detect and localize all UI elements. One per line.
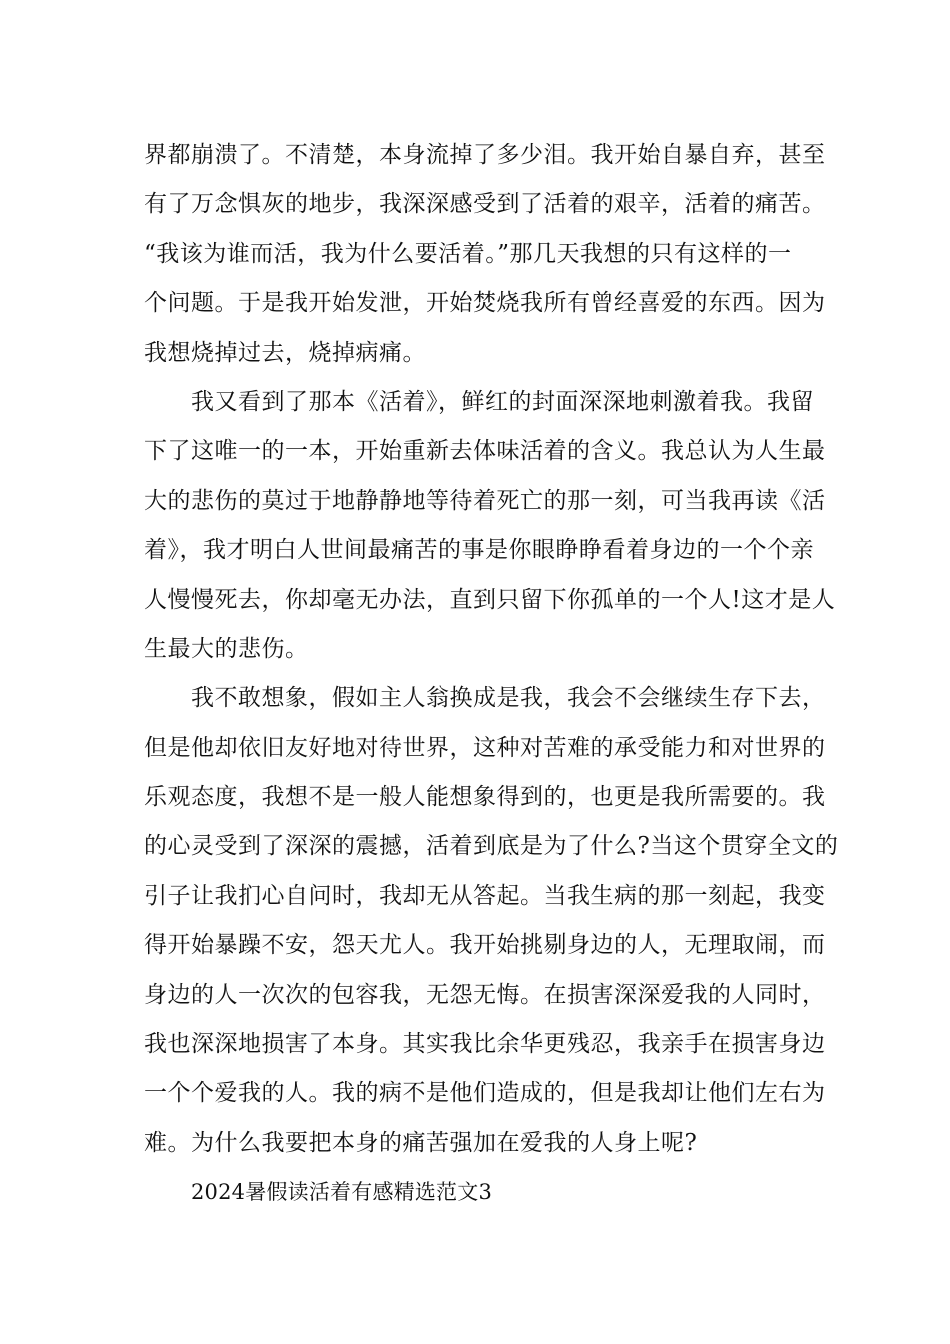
text-line: 引子让我扪心自问时，我却无从答起。当我生病的那一刻起，我变 xyxy=(144,882,826,909)
section-heading-text: 2024暑假读活着有感精选范文3 xyxy=(191,1180,493,1205)
text-line: 身边的人一次次的包容我，无怨无悔。在损害深深爱我的人同时， xyxy=(144,981,826,1008)
text-line: 有了万念惧灰的地步，我深深感受到了活着的艰辛，活着的痛苦。 xyxy=(144,191,826,218)
text-line: 生最大的悲伤。 xyxy=(144,635,309,662)
paragraph-1 xyxy=(144,131,826,378)
text-line: 着》，我才明白人世间最痛苦的事是你眼睁睁看着身边的一个个亲 xyxy=(144,537,814,564)
body-text xyxy=(144,131,839,1218)
text-line: 界都崩溃了。不清楚，本身流掉了多少泪。我开始自暴自弃，甚至 xyxy=(144,142,826,168)
text-line: 的心灵受到了深深的震撼，活着到底是为了什么?当这个贯穿全文的 xyxy=(144,833,839,860)
text-line: 我也深深地损害了本身。其实我比余华更残忍，我亲手在损害身边 xyxy=(144,1031,826,1058)
paragraph-3 xyxy=(144,674,839,1168)
text-line: “我该为谁而活，我为什么要活着。”那几天我想的只有这样的一 xyxy=(144,240,792,267)
text-line: 我想烧掉过去，烧掉病痛。 xyxy=(144,339,426,366)
text-line: 人慢慢死去，你却毫无办法，直到只留下你孤单的一个人!这才是人 xyxy=(144,586,836,613)
paragraph-2 xyxy=(144,378,836,674)
text-line: 难。为什么我要把本身的痛苦强加在爱我的人身上呢? xyxy=(144,1129,698,1156)
text-line: 但是他却依旧友好地对待世界，这种对苦难的承受能力和对世界的 xyxy=(144,734,826,761)
text-line: 下了这唯一的一本，开始重新去体味活着的含义。我总认为人生最 xyxy=(144,438,826,465)
text-line: 乐观态度，我想不是一般人能想象得到的，也更是我所需要的。我 xyxy=(144,784,826,811)
text-line: 得开始暴躁不安，怨天尤人。我开始挑剔身边的人，无理取闹，而 xyxy=(144,932,826,959)
text-line: 我不敢想象，假如主人翁换成是我，我会不会继续生存下去， xyxy=(191,685,826,712)
section-heading xyxy=(144,1168,809,1217)
text-line: 一个个爱我的人。我的病不是他们造成的，但是我却让他们左右为 xyxy=(144,1080,826,1107)
text-line: 个问题。于是我开始发泄，开始焚烧我所有曾经喜爱的东西。因为 xyxy=(144,290,826,317)
text-line: 我又看到了那本《活着》，鲜红的封面深深地刺激着我。我留 xyxy=(191,388,814,415)
text-line: 大的悲伤的莫过于地静静地等待着死亡的那一刻，可当我再读《活 xyxy=(144,487,826,514)
